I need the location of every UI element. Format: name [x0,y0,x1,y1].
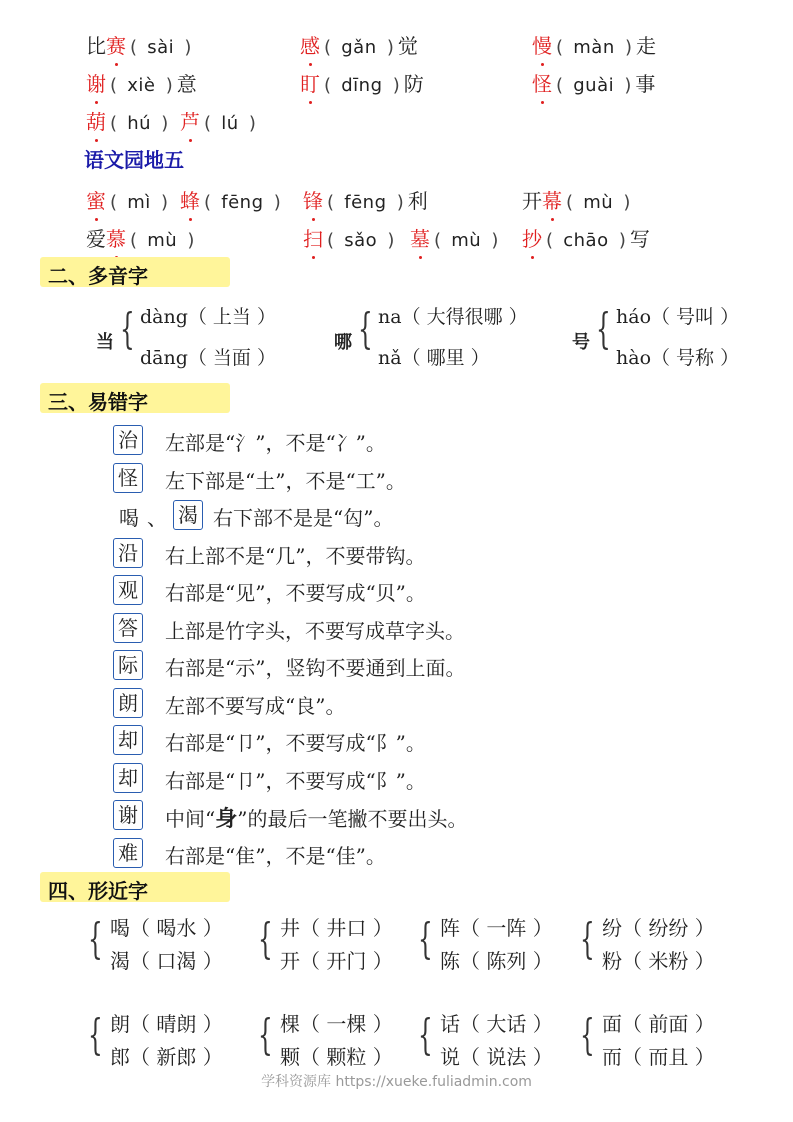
error-note [165,577,426,606]
boxed-error-char: 难 [113,838,143,868]
paren-open: ( [110,192,118,213]
error-row [113,763,713,795]
paren-close: ) [491,230,499,251]
paren-open: ( [204,192,212,213]
paren-close: ) [623,192,631,213]
error-row [113,650,713,682]
paren-close: ) [184,37,192,58]
polyphone-reading: dāng（ 当面 ） [140,347,276,369]
pinyin-word [522,185,634,214]
error-note [165,652,465,681]
error-row [113,613,713,645]
brace-icon: { [596,304,611,353]
paren-close: ) [387,230,395,251]
note-text: 右部是“示”，竖钩不要通到上面。 [165,656,466,680]
pinyin-word [303,223,398,252]
paren-open: ( [130,230,138,251]
similar-char-line: 粉（ 米粉 ） [602,949,715,973]
paren-open: ( [556,75,564,96]
error-row [113,838,713,870]
brace-icon: { [418,914,433,963]
word-char: 写 [629,227,650,251]
target-char: 盯 [300,68,320,97]
word-char: 利 [407,189,428,213]
pinyin: mù [141,230,184,251]
target-char: 扫 [303,223,323,252]
error-note [165,727,426,756]
brace-icon: { [580,914,595,963]
pinyin-word [300,30,418,59]
note-text: ”的最后一笔撇不要出头。 [237,807,468,831]
section-header-polyphones [40,257,230,287]
word-char: 觉 [397,34,418,58]
brace-icon: { [580,1010,595,1059]
similar-char-line: 话（ 大话 ） [440,1012,553,1036]
boxed-error-char: 谢 [113,800,143,830]
paren-open: ( [130,37,138,58]
pinyin: guài [567,75,621,96]
boxed-error-char: 治 [113,425,143,455]
error-row [113,725,713,757]
similar-char-line: 井（ 井口 ） [280,916,393,940]
note-text: 右部是“隹”，不是“佳”。 [165,843,386,868]
brace-icon: { [88,1010,103,1059]
similar-char-line: 朗（ 晴朗 ） [110,1012,223,1036]
word-char: 开 [522,189,542,213]
target-char: 蜂 [180,185,200,214]
pinyin-word [303,185,428,214]
error-note [165,540,425,569]
error-note [213,502,393,531]
paren-close: ) [624,37,632,58]
pinyin: sǎo [338,230,384,251]
pinyin: xiè [121,75,162,96]
pinyin: lú [215,113,245,134]
note-text: 左部是“氵”，不是“冫”。 [165,431,386,455]
word-char: 爱 [86,227,106,251]
target-char: 幕 [542,185,562,214]
paren-close: ) [161,113,169,134]
error-row [113,800,713,832]
similar-char-line: 陈（ 陈列 ） [440,949,553,973]
paren-open: ( [324,75,332,96]
paren-close: ) [273,192,281,213]
paren-open: ( [434,230,442,251]
similar-char-line: 面（ 前面 ） [602,1012,715,1036]
similar-char-line: 纷（ 纷纷 ） [602,916,715,940]
paren-close: ) [187,230,195,251]
brace-icon: { [258,914,273,963]
boxed-error-char: 朗 [113,688,143,718]
similar-char-line: 阵（ 一阵 ） [440,916,553,940]
boxed-error-char: 沿 [113,538,143,568]
garden-title: 语文园地五 [84,148,184,172]
target-char: 谢 [86,68,106,97]
target-char: 慢 [532,30,552,59]
error-row [113,538,713,570]
note-text: 右部是“卩”，不要写成“阝”。 [165,731,426,755]
pinyin-word [86,30,195,59]
error-row [113,463,713,495]
pinyin: màn [567,37,621,58]
paren-close: ) [248,113,256,134]
word-char: 比 [86,34,106,58]
word-char: 事 [635,72,656,96]
error-note [165,690,345,719]
paren-open: ( [110,113,118,134]
target-char: 芦 [180,106,200,135]
pinyin: mù [445,230,488,251]
error-row [113,688,713,720]
pinyin-word [300,68,424,97]
pinyin-word [410,223,502,252]
target-char: 感 [300,30,320,59]
separator: 、 [147,506,167,530]
target-char: 葫 [86,106,106,135]
section-header-errors [40,383,230,413]
section-header-similar [40,872,230,902]
boxed-error-char: 渴 [173,500,203,530]
pinyin: mì [121,192,158,213]
similar-char-line: 渴（ 口渴 ） [110,949,223,973]
pinyin-word [522,223,650,252]
polyphone-reading: hào（ 号称 ） [616,347,740,369]
note-text: 右部是“见”，不要写成“贝”。 [165,581,426,605]
paren-close: ) [396,192,404,213]
error-note [165,765,426,794]
pinyin-word [532,68,655,97]
similar-char-line: 而（ 而且 ） [602,1045,715,1069]
boxed-error-char: 却 [113,763,143,793]
boxed-error-char: 答 [113,613,143,643]
word-char: 意 [176,72,197,96]
note-text: 中间“ [165,807,216,831]
boxed-error-char: 怪 [113,463,143,493]
pinyin-word [180,106,260,135]
pinyin: fēng [215,192,270,213]
note-text: 右下部不是是“匃”。 [213,506,394,530]
paren-open: ( [204,113,212,134]
section-title: 二、多音字 [48,264,148,288]
pinyin: dīng [335,75,389,96]
polyphone-char: 当 [96,332,114,353]
word-char: 走 [635,34,656,58]
pinyin: sài [141,37,181,58]
note-text: 左部不要写成“良”。 [165,693,346,718]
pinyin: fēng [338,192,393,213]
note-text: 左下部是“土”，不是“工”。 [165,468,406,493]
similar-char-line: 棵（ 一棵 ） [280,1012,393,1036]
paren-open: ( [546,230,554,251]
error-note [165,427,386,456]
brace-icon: { [358,304,373,353]
paren-open: ( [324,37,332,58]
error-row [113,575,713,607]
error-row [113,425,713,457]
error-char: 喝 [119,506,139,530]
similar-char-line: 颗（ 颗粒 ） [280,1045,393,1069]
target-char: 锋 [303,185,323,214]
target-char: 抄 [522,223,542,252]
polyphone-reading: dàng（ 上当 ） [140,306,276,328]
brace-icon: { [418,1010,433,1059]
highlight-char: 身 [215,806,238,832]
pinyin: chāo [557,230,615,251]
paren-close: ) [165,75,173,96]
polyphone-reading: nǎ（ 哪里 ） [378,347,490,369]
similar-char-line: 开（ 开门 ） [280,949,393,973]
note-text: 右上部不是“几”，不要带钩。 [165,543,426,568]
similar-char-line: 喝（ 喝水 ） [110,916,223,940]
polyphone-reading: na（ 大得很哪 ） [378,306,528,328]
pinyin-word [180,185,285,214]
pinyin-word [86,68,197,97]
word-char: 防 [403,72,424,96]
target-char: 蜜 [86,185,106,214]
error-row [113,500,713,532]
error-note [165,465,406,494]
note-text: 上部是竹字头，不要写成草字头。 [165,618,465,643]
footer-watermark: 学科资源库 https://xueke.fuliadmin.com [261,1074,532,1090]
paren-close: ) [618,230,626,251]
brace-icon: { [88,914,103,963]
brace-icon: { [258,1010,273,1059]
brace-icon: { [120,304,135,353]
target-char: 墓 [410,223,430,252]
pinyin: mù [577,192,620,213]
pinyin-word [86,106,172,135]
paren-open: ( [327,192,335,213]
pinyin: gǎn [335,37,383,58]
paren-open: ( [556,37,564,58]
target-char: 赛 [106,30,126,59]
pinyin-word [532,30,656,59]
error-note [165,615,465,644]
section-title: 三、易错字 [48,390,148,414]
target-char: 慕 [106,223,126,252]
boxed-error-char: 观 [113,575,143,605]
paren-close: ) [392,75,400,96]
polyphone-char: 号 [572,332,590,353]
pinyin-word [86,185,172,214]
polyphone-reading: háo（ 号叫 ） [616,306,740,328]
error-note [165,802,467,833]
paren-close: ) [161,192,169,213]
boxed-error-char: 际 [113,650,143,680]
section-title: 四、形近字 [48,879,148,903]
note-text: 右部是“卩”，不要写成“阝”。 [165,768,426,793]
boxed-error-char: 却 [113,725,143,755]
pinyin-word [86,223,198,252]
pinyin: hú [121,113,158,134]
similar-char-line: 说（ 说法 ） [440,1045,553,1069]
error-note [165,840,386,869]
paren-open: ( [327,230,335,251]
paren-close: ) [386,37,394,58]
polyphone-char: 哪 [334,332,352,353]
paren-close: ) [624,75,632,96]
paren-open: ( [110,75,118,96]
similar-char-line: 郎（ 新郎 ） [110,1045,223,1069]
paren-open: ( [566,192,574,213]
target-char: 怪 [532,68,552,97]
